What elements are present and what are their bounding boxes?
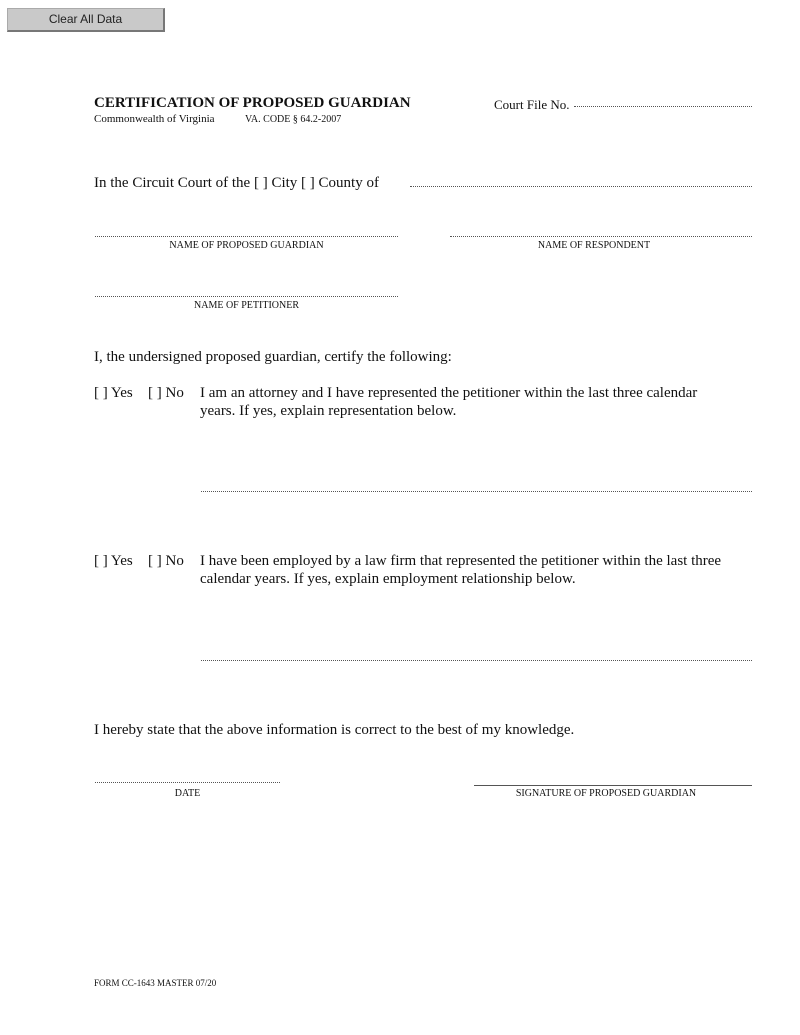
guardian-name-label: NAME OF PROPOSED GUARDIAN: [169, 240, 324, 251]
respondent-name-field[interactable]: [450, 236, 752, 237]
form-title: CERTIFICATION OF PROPOSED GUARDIAN: [94, 95, 411, 111]
court-text: In the Circuit Court of the [ ] City [ ] County of: [94, 175, 379, 191]
date-label: DATE: [174, 788, 201, 799]
q2-text-line1: I have been employed by a law firm that represented the petitioner within the last three: [200, 553, 722, 569]
statement-text: I hereby state that the above information is correct to the best of my knowledge.: [94, 722, 575, 738]
signature-label: SIGNATURE OF PROPOSED GUARDIAN: [515, 788, 697, 799]
form-footer: FORM CC-1643 MASTER 07/20: [94, 978, 217, 988]
signature-line: [474, 785, 752, 786]
guardian-name-field[interactable]: [95, 236, 398, 237]
date-field[interactable]: [95, 782, 280, 783]
q2-explain-field[interactable]: [201, 660, 752, 661]
q2-yes-checkbox[interactable]: [ ] Yes: [94, 553, 133, 569]
q2-no-checkbox[interactable]: [ ] No: [148, 553, 184, 569]
q1-no-checkbox[interactable]: [ ] No: [148, 385, 184, 401]
q1-text-line1: I am an attorney and I have represented the petitioner within the last three calendar: [200, 385, 698, 401]
q1-yes-checkbox[interactable]: [ ] Yes: [94, 385, 133, 401]
court-file-field[interactable]: [574, 106, 752, 107]
court-file-label: Court File No.: [494, 97, 570, 112]
code-label: VA. CODE § 64.2-2007: [245, 114, 342, 125]
intro-text: I, the undersigned proposed guardian, certify the following:: [94, 349, 452, 365]
clear-all-data-button[interactable]: Clear All Data: [7, 8, 165, 32]
q1-text-line2: years. If yes, explain representation below.: [200, 403, 457, 419]
q1-explain-field[interactable]: [201, 491, 752, 492]
state-label: Commonwealth of Virginia: [94, 113, 215, 125]
petitioner-name-field[interactable]: [95, 296, 398, 297]
county-field[interactable]: [410, 186, 752, 187]
petitioner-name-label: NAME OF PETITIONER: [194, 300, 299, 311]
q2-text-line2: calendar years. If yes, explain employment relationship below.: [200, 571, 576, 587]
respondent-name-label: NAME OF RESPONDENT: [537, 240, 651, 251]
